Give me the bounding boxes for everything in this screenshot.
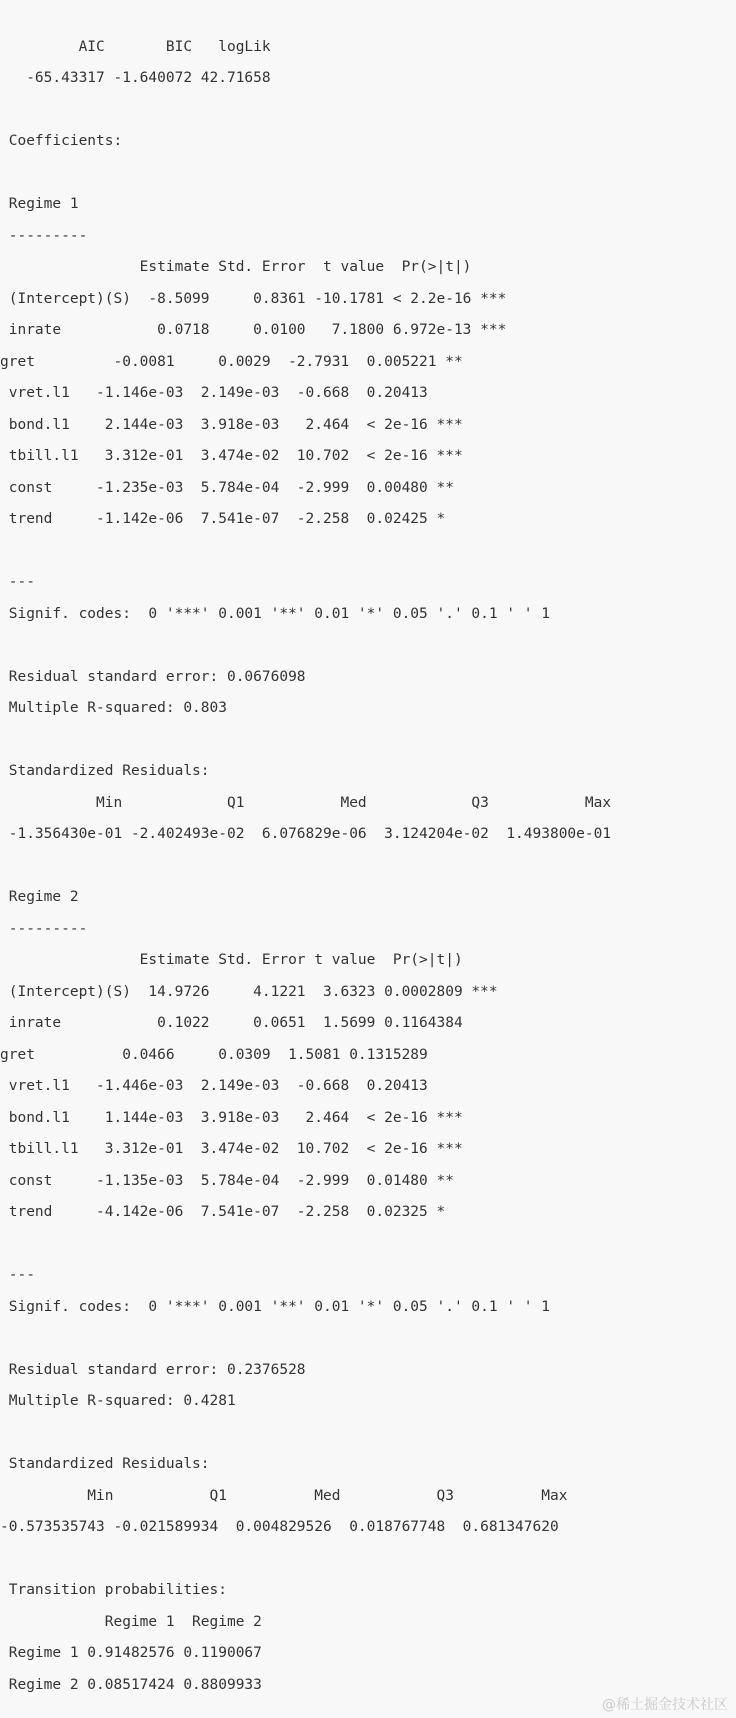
output-line: Standardized Residuals:: [0, 763, 210, 779]
output-line: (Intercept)(S) -8.5099 0.8361 -10.1781 < 2.2e-16 ***: [0, 290, 507, 307]
output-line: [0, 158, 611, 190]
output-line: bond.l1 2.144e-03 3.918e-03 2.464 < 2e-16 ***: [0, 416, 463, 433]
output-line: gret -0.0081 0.0029 -2.7931 0.005221 **: [0, 353, 463, 370]
output-line: trend -4.142e-06 7.541e-07 -2.258 0.02325 *: [0, 1204, 446, 1220]
output-line: ---: [0, 1267, 35, 1283]
output-line: [0, 0, 611, 32]
output-line: vret.l1 -1.146e-03 2.149e-03 -0.668 0.20413: [0, 385, 428, 401]
output-line: gret 0.0466 0.0309 1.5081 0.1315289: [0, 1046, 428, 1063]
output-line: Standardized Residuals:: [0, 1456, 210, 1472]
output-line: trend -1.142e-06 7.541e-07 -2.258 0.02425 *: [0, 511, 446, 527]
output-line: Coefficients:: [0, 133, 123, 149]
output-line: ---------: [0, 227, 88, 244]
output-line: AIC BIC logLik: [0, 38, 271, 55]
output-line: bond.l1 1.144e-03 3.918e-03 2.464 < 2e-16 ***: [0, 1109, 463, 1126]
output-line: [0, 725, 611, 757]
output-line: -65.43317 -1.640072 42.71658: [0, 70, 271, 86]
output-line: [0, 1323, 611, 1355]
output-line: [0, 1544, 611, 1576]
output-line: Regime 1 Regime 2: [0, 1613, 262, 1630]
output-line: Min Q1 Med Q3 Max: [0, 1487, 568, 1504]
output-line: Regime 1 0.91482576 0.1190067: [0, 1645, 262, 1661]
output-line: Estimate Std. Error t value Pr(>|t|): [0, 259, 472, 275]
output-line: Min Q1 Med Q3 Max: [0, 794, 612, 811]
output-line: -1.356430e-01 -2.402493e-02 6.076829e-06 3.124204e-02 1.493800e-01: [0, 826, 612, 842]
output-line: Transition probabilities:: [0, 1582, 227, 1598]
output-line: Multiple R-squared: 0.803: [0, 700, 227, 716]
output-line: Signif. codes: 0 '***' 0.001 '**' 0.01 '*' 0.05 '.' 0.1 ' ' 1: [0, 605, 550, 622]
output-line: vret.l1 -1.446e-03 2.149e-03 -0.668 0.20413: [0, 1078, 428, 1094]
output-line: ---------: [0, 920, 88, 937]
output-line: const -1.235e-03 5.784e-04 -2.999 0.00480 **: [0, 479, 454, 496]
output-line: Estimate Std. Error t value Pr(>|t|): [0, 952, 463, 968]
output-line: -0.573535743 -0.021589934 0.004829526 0.018767748 0.681347620: [0, 1519, 559, 1535]
output-line: inrate 0.0718 0.0100 7.1800 6.972e-13 ***: [0, 322, 507, 338]
output-line: (Intercept)(S) 14.9726 4.1221 3.6323 0.0002809 ***: [0, 983, 498, 1000]
output-line: const -1.135e-03 5.784e-04 -2.999 0.01480 **: [0, 1172, 454, 1189]
output-line: [0, 1229, 611, 1261]
output-line: [0, 851, 611, 883]
output-line: [0, 95, 611, 127]
output-line: [0, 1418, 611, 1450]
watermark: @稀土掘金技术社区: [602, 1697, 728, 1713]
output-line: Regime 2: [0, 889, 79, 905]
output-line: Multiple R-squared: 0.4281: [0, 1393, 236, 1409]
output-line: tbill.l1 3.312e-01 3.474e-02 10.702 < 2e-16 ***: [0, 1141, 463, 1157]
output-line: Signif. codes: 0 '***' 0.001 '**' 0.01 '*' 0.05 '.' 0.1 ' ' 1: [0, 1298, 550, 1315]
output-line: tbill.l1 3.312e-01 3.474e-02 10.702 < 2e-16 ***: [0, 448, 463, 464]
output-line: inrate 0.1022 0.0651 1.5699 0.1164384: [0, 1015, 463, 1031]
output-line: ---: [0, 574, 35, 590]
output-line: Residual standard error: 0.2376528: [0, 1361, 306, 1378]
output-line: [0, 536, 611, 568]
output-line: Residual standard error: 0.0676098: [0, 668, 306, 685]
output-line: Regime 1: [0, 196, 79, 212]
output-line: Regime 2 0.08517424 0.8809933: [0, 1676, 262, 1693]
output-line: [0, 630, 611, 662]
